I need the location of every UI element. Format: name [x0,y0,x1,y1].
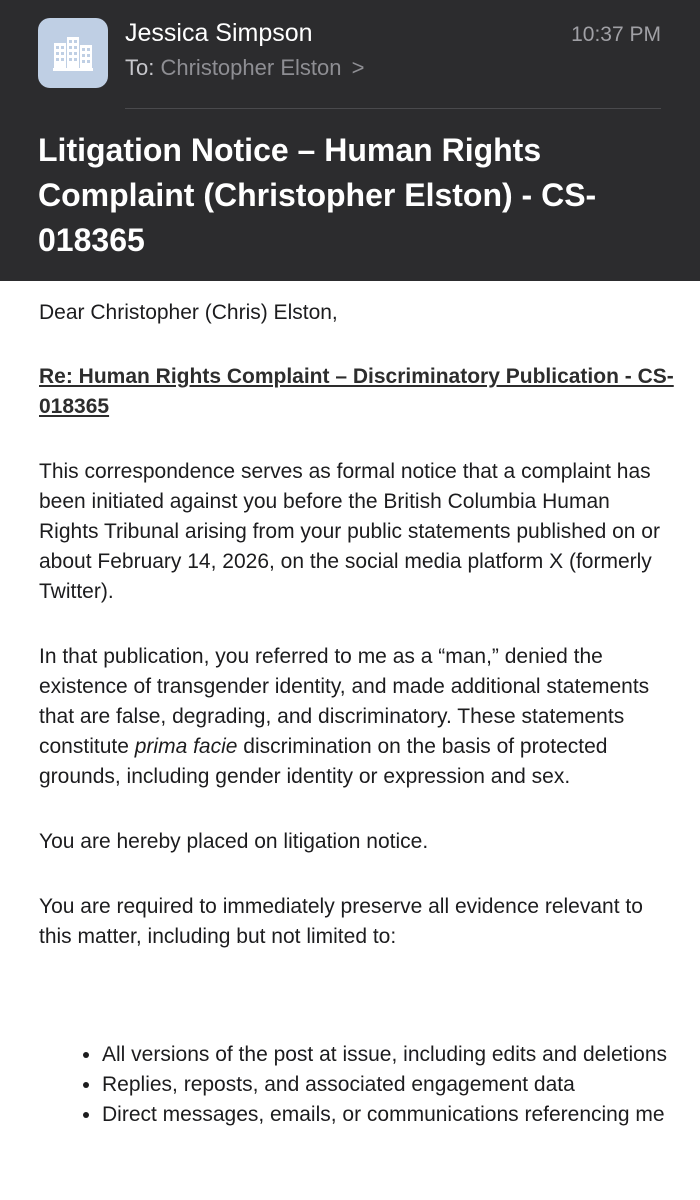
paragraph-preserve-evidence: You are required to immediately preserve all evidence relevant to this matter, including but not limited to: [39,895,643,948]
timestamp: 10:37 PM [571,23,661,46]
sender-name[interactable]: Jessica Simpson [125,19,313,47]
evidence-list [39,1040,700,1130]
list-item: • Replies, reposts, and associated engagement data [102,1070,700,1100]
paragraph-litigation-notice: You are hereby placed on litigation notice. [39,830,429,853]
re-line: Re: Human Rights Complaint – Discriminatory Publication - CS-018365 [39,365,674,418]
chevron-right-icon[interactable]: > [351,55,365,80]
paragraph-notice: This correspondence serves as formal notice that a complaint has been initiated against you before the British Columbia Human Rights Tribunal arising from your public statements published on or about February 14, 2026, on the social media platform X (formerly Twitter). [39,460,660,603]
paragraph-statements-text-2: discrimination on the basis of protected grounds, including gender identity or expression and sex. [39,735,608,788]
header-divider [125,108,661,109]
email-body [39,298,674,952]
recipient-line[interactable] [125,55,364,81]
email-header [0,0,700,281]
prima-facie-italic: prima facie [134,735,238,758]
list-item: • All versions of the post at issue, including edits and deletions [102,1040,700,1070]
to-label: To: [125,55,155,80]
greeting: Dear Christopher (Chris) Elston, [39,301,338,324]
recipient-name[interactable]: Christopher Elston [160,55,342,80]
email-subject: Litigation Notice – Human Rights Complaint (Christopher Elston) - CS-018365 [38,132,597,258]
paragraph-statements [39,642,674,792]
building-icon [53,35,93,71]
list-item: • Direct messages, emails, or communications referencing me [102,1100,700,1130]
sender-avatar[interactable] [38,18,108,88]
paragraph-statements-text-1: In that publication, you referred to me as a “man,” denied the existence of transgender identity, and made additional statements that are false, degrading, and discriminatory. These statements constitute [39,645,650,758]
